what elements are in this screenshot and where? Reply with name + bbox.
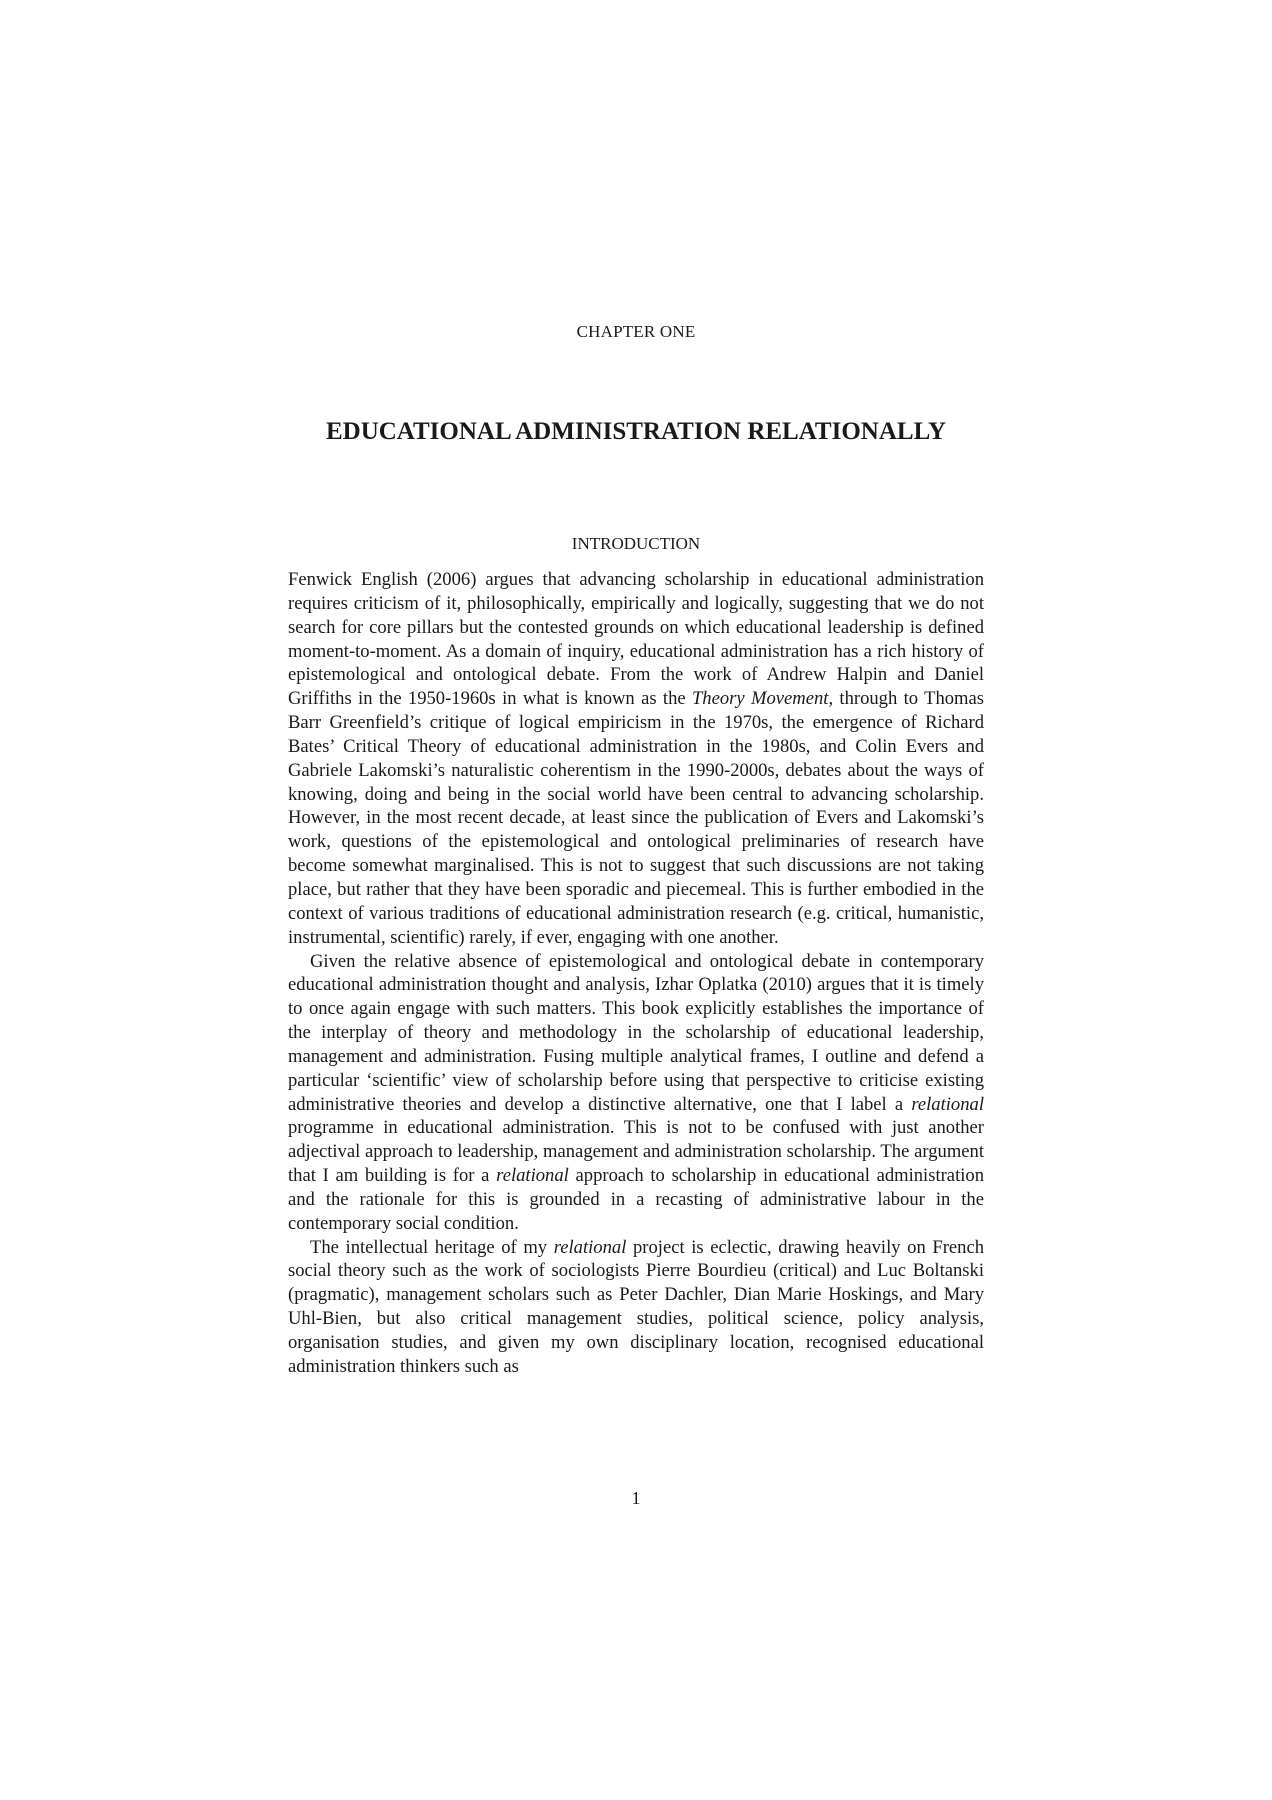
body-text	[288, 568, 984, 1379]
paragraph-text: The intellectual heritage of my	[310, 1236, 554, 1258]
italic-term: relational	[553, 1236, 627, 1258]
page-number: 1	[631, 1488, 641, 1508]
paragraph-text: approach to scholarship in educational administration and the rationale for this is grounded in a recasting of administrative labour in the contemporary social condition.	[288, 1165, 984, 1234]
paragraph-2	[288, 950, 984, 1236]
paragraph-3	[288, 1236, 984, 1379]
paragraph-text: project is eclectic, drawing heavily on French social theory such as the work of sociologists Pierre Bourdieu (critical) and Luc Boltanski (pragmatic), management scholars such as Peter Dachler, Dian Marie Hoskings, and Mary Uhl-Bien, but also critical management studies, political science, policy analysis, organisation studies, and given my own disciplinary location, recognised educational administration thinkers such as	[288, 1236, 985, 1377]
paragraph-text: Given the relative absence of epistemological and ontological debate in contemporary educational administration thought and analysis, Izhar Oplatka (2010) argues that it is timely to once again engage with such matters. This book explicitly establishes the importance of the interplay of theory and methodology in the scholarship of educational leadership, management and administration. Fusing multiple analytical frames, I outline and defend a particular ‘scientific’ view of scholarship before using that perspective to criticise existing administrative theories and develop a distinctive alternative, one that I label a	[288, 950, 984, 1115]
chapter-label: CHAPTER ONE	[576, 322, 696, 341]
paragraph-text: programme in educational administration. This is not to be confused with just another adjectival approach to leadership, management and administration scholarship. The argument that I am building is for a	[288, 1117, 984, 1187]
italic-term: Theory Movement	[691, 688, 829, 710]
italic-term: relational	[911, 1093, 984, 1115]
section-heading: INTRODUCTION	[571, 534, 701, 553]
italic-term: relational	[496, 1165, 569, 1187]
chapter-title: EDUCATIONAL ADMINISTRATION RELATIONALLY	[325, 418, 947, 445]
paragraph-text: , through to Thomas Barr Greenfield’s critique of logical empiricism in the 1970s, the emergence of Richard Bates’ Critical Theory of educational administration in the 1980s, and Colin Evers and Gabriele Lakomski’s naturalistic coherentism in the 1990-2000s, debates about the ways of knowing, doing and being in the social world have been central to advancing scholarship. However, in the most recent decade, at least since the publication of Evers and Lakomski’s work, questions of the epistemological and ontological preliminaries of research have become somewhat marginalised. This is not to suggest that such discussions are not taking place, but rather that they have been sporadic and piecemeal. This is further embodied in the context of various traditions of educational administration research (e.g. critical, humanistic, instrumental, scientific) rarely, if ever, engaging with one another.	[288, 688, 984, 948]
paragraph-text: Fenwick English (2006) argues that advancing scholarship in educational administration requires criticism of it, philosophically, empirically and logically, suggesting that we do not search for core pillars but the contested grounds on which educational leadership is defined moment-to-moment. As a domain of inquiry, educational administration has a rich history of epistemological and ontological debate. From the work of Andrew Halpin and Daniel Griffiths in the 1950-1960s in what is known as the	[288, 569, 984, 710]
paragraph-1	[288, 568, 984, 950]
